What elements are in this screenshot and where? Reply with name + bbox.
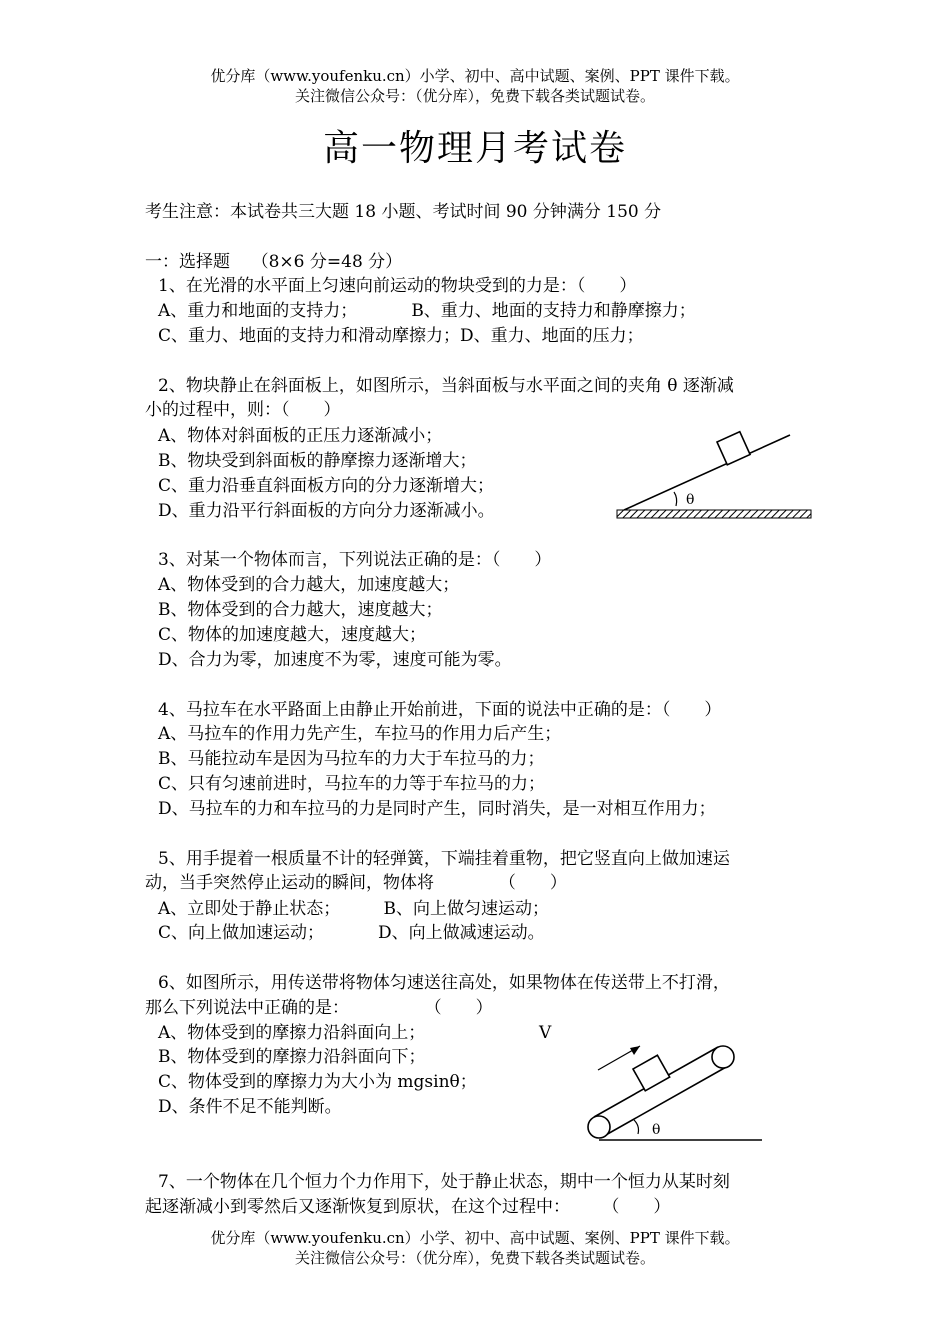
q7-stem-1: 7、一个物体在几个恒力个力作用下，处于静止状态，期中一个恒力从某时刻 (158, 1172, 730, 1192)
q1-stem: 1、在光滑的水平面上匀速向前运动的物块受到的力是：（ ） (158, 276, 637, 296)
q2-option-c: C、重力沿垂直斜面板方向的分力逐渐增大； (158, 476, 495, 496)
q2-stem-2: 小的过程中，则：（ ） (145, 400, 341, 420)
q5-stem-1: 5、用手提着一根质量不计的轻弹簧，下端挂着重物，把它竖直向上做加速运 (158, 849, 730, 869)
q4-option-b: B、马能拉动车是因为马拉车的力大于车拉马的力； (158, 749, 545, 769)
exam-notice: 考生注意：本试卷共三大题 18 小题、考试时间 90 分钟满分 150 分 (145, 202, 662, 222)
q2-option-a: A、物体对斜面板的正压力逐渐减小； (158, 426, 443, 446)
ground-hatch (617, 510, 811, 518)
q4-option-d: D、马拉车的力和车拉马的力是同时产生，同时消失，是一对相互作用力； (158, 799, 716, 819)
q2-option-d: D、重力沿平行斜面板的方向分力逐渐减小。 (158, 501, 495, 521)
theta-label: θ (686, 492, 695, 508)
q4-stem: 4、马拉车在水平路面上由静止开始前进，下面的说法中正确的是：（ ） (158, 700, 722, 720)
footer-line-2: 关注微信公众号：（优分库），免费下载各类试题试卷。 (294, 1249, 655, 1267)
q5-stem-2: 动，当手突然停止运动的瞬间，物体将 （ ） (145, 873, 567, 893)
arrow-head (630, 1046, 640, 1055)
q2-stem-1: 2、物块静止在斜面板上，如图所示，当斜面板与水平面之间的夹角 θ 逐渐减 (158, 376, 734, 396)
header-line-2: 关注微信公众号：（优分库），免费下载各类试题试卷。 (294, 87, 655, 105)
q5-options-ab: A、立即处于静止状态； B、向上做匀速运动； (158, 899, 549, 919)
block (633, 1055, 670, 1091)
q6-stem-2: 那么下列说法中正确的是： （ ） (145, 998, 493, 1018)
q6-option-b: B、物体受到的摩擦力沿斜面向下； (158, 1047, 426, 1067)
lower-roller (588, 1116, 610, 1138)
footer-line-1: 优分库（www.youfenku.cn）小学、初中、高中试题、案例、PPT 课件下载。 (210, 1229, 740, 1247)
angle-arc (674, 492, 677, 506)
angle-arc (634, 1120, 639, 1134)
q3-stem: 3、对某一个物体而言，下列说法正确的是：（ ） (158, 550, 552, 570)
q6-stem-1: 6、如图所示，用传送带将物体匀速送往高处，如果物体在传送带上不打滑， (158, 973, 730, 993)
q5-options-cd: C、向上做加速运动； D、向上做减速运动。 (158, 923, 545, 943)
section-heading: 一：选择题 （8×6 分=48 分） (145, 252, 403, 272)
q1-options-ab: A、重力和地面的支持力； B、重力、地面的支持力和静摩擦力； (158, 301, 696, 321)
header-line-1: 优分库（www.youfenku.cn）小学、初中、高中试题、案例、PPT 课件下载。 (210, 67, 740, 85)
theta-label: θ (652, 1122, 661, 1138)
q6-option-a: A、物体受到的摩擦力沿斜面向上； (158, 1023, 426, 1043)
q3-option-b: B、物体受到的合力越大，速度越大； (158, 600, 443, 620)
block (717, 432, 750, 465)
q4-option-c: C、只有匀速前进时，马拉车的力等于车拉马的力； (158, 774, 546, 794)
q7-stem-2: 起逐渐减小到零然后又逐渐恢复到原状，在这个过程中： （ ） (145, 1197, 671, 1217)
velocity-label: V (539, 1023, 552, 1043)
q3-option-c: C、物体的加速度越大，速度越大； (158, 625, 427, 645)
upper-roller (712, 1046, 734, 1068)
q1-options-cd: C、重力、地面的支持力和滑动摩擦力；D、重力、地面的压力； (158, 326, 644, 346)
q6-option-c: C、物体受到的摩擦力为大小为 mgsinθ； (158, 1072, 477, 1092)
page-title: 高一物理月考试卷 (322, 128, 627, 169)
q2-option-b: B、物块受到斜面板的静摩擦力逐渐增大； (158, 451, 477, 471)
q6-option-d: D、条件不足不能判断。 (158, 1097, 342, 1117)
q4-option-a: A、马拉车的作用力先产生，车拉马的作用力后产生； (158, 724, 562, 744)
q3-option-d: D、合力为零，加速度不为零，速度可能为零。 (158, 650, 512, 670)
q3-option-a: A、物体受到的合力越大，加速度越大； (158, 575, 460, 595)
incline-board (624, 435, 790, 510)
incline-figure (612, 422, 817, 524)
conveyor-figure (580, 1036, 770, 1144)
